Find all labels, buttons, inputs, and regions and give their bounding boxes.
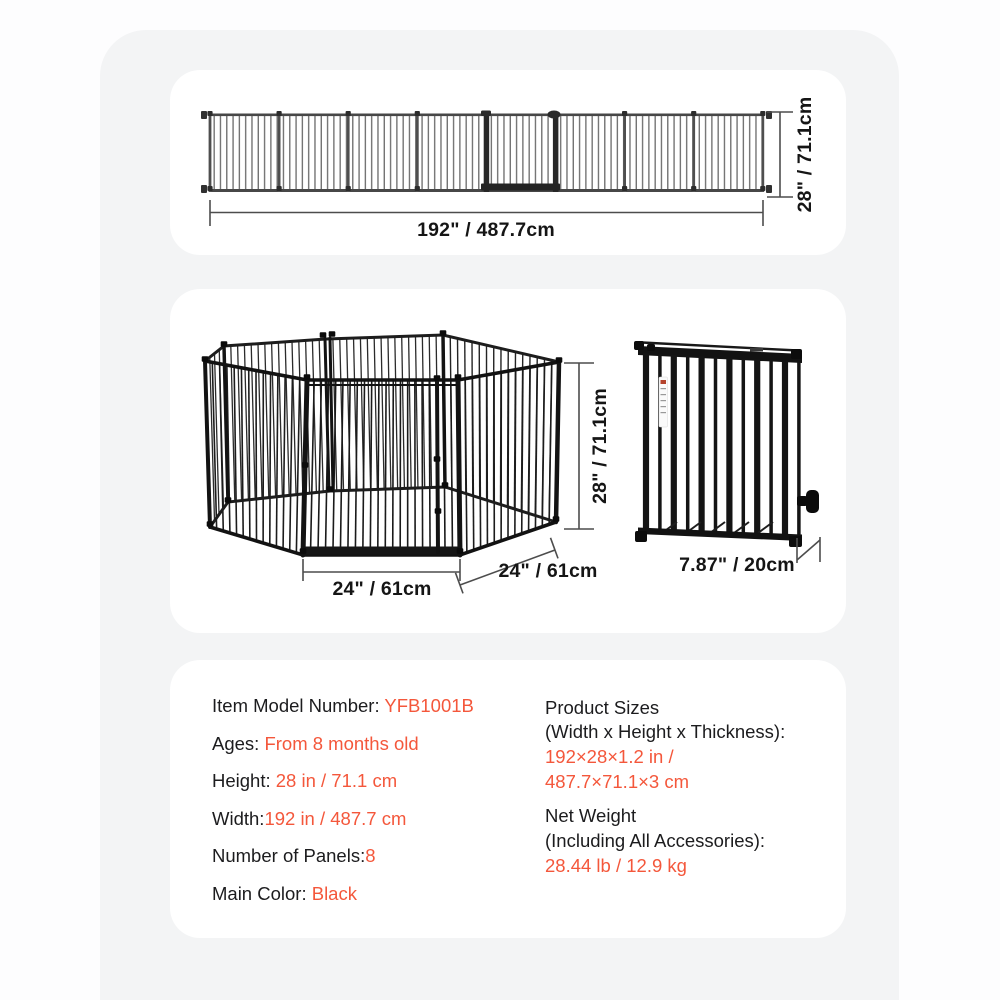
- pen-side-width-label: 24" / 61cm: [498, 560, 598, 582]
- spec-value: Black: [311, 882, 357, 904]
- spec-line: Net Weight: [545, 805, 637, 827]
- spec-value: 192 in / 487.7 cm: [264, 807, 407, 829]
- spec-line: Product Sizes: [545, 696, 660, 718]
- playpen-diagram: [170, 289, 846, 633]
- flat-fence-diagram: [170, 70, 846, 255]
- folded-thickness-label: 7.87" / 20cm: [679, 554, 795, 576]
- spec-label: Width:: [212, 807, 265, 829]
- spec-line: 192×28×1.2 in /: [545, 746, 674, 767]
- flat-height-label: 28" / 71.1cm: [794, 96, 816, 213]
- net-weight-block: [545, 804, 785, 878]
- spec-row: [212, 875, 474, 913]
- spec-label: Main Color:: [212, 882, 312, 904]
- pen-front-width-label: 24" / 61cm: [332, 578, 432, 600]
- spec-label: Ages:: [212, 732, 265, 754]
- stack-label-sticker: [659, 377, 668, 427]
- spec-line: (Width x Height x Thickness):: [545, 721, 786, 743]
- flat-width-label: 192" / 487.7cm: [417, 219, 555, 241]
- specs-left-column: [212, 687, 474, 913]
- spec-value: 8: [365, 845, 376, 867]
- assembled-pen-card: [170, 289, 846, 633]
- spec-label: Item Model Number:: [212, 695, 385, 716]
- playpen-bars: [210, 335, 552, 555]
- spec-label: Height:: [212, 770, 276, 792]
- spec-line: (Including All Accessories):: [545, 830, 766, 852]
- folded-panel-stack: [634, 341, 819, 547]
- pen-height-label: 28" / 71.1cm: [589, 388, 611, 504]
- specs-card: [170, 660, 846, 938]
- product-sizes-block: [545, 696, 785, 795]
- spec-value: YFB1001B: [384, 695, 474, 716]
- spec-value: 28 in / 71.1 cm: [275, 770, 398, 792]
- spec-row: [212, 800, 474, 838]
- spec-label: Number of Panels:: [212, 845, 366, 867]
- flat-fence-card: [170, 70, 846, 255]
- spec-row: [212, 687, 474, 725]
- spec-row: [212, 762, 474, 800]
- spec-value: From 8 months old: [264, 732, 419, 754]
- spec-line: 487.7×71.1×3 cm: [545, 770, 689, 792]
- spec-line: 28.44 lb / 12.9 kg: [545, 854, 687, 876]
- specs-right-column: [545, 696, 785, 879]
- spec-row: [212, 837, 474, 875]
- spec-row: [212, 725, 474, 763]
